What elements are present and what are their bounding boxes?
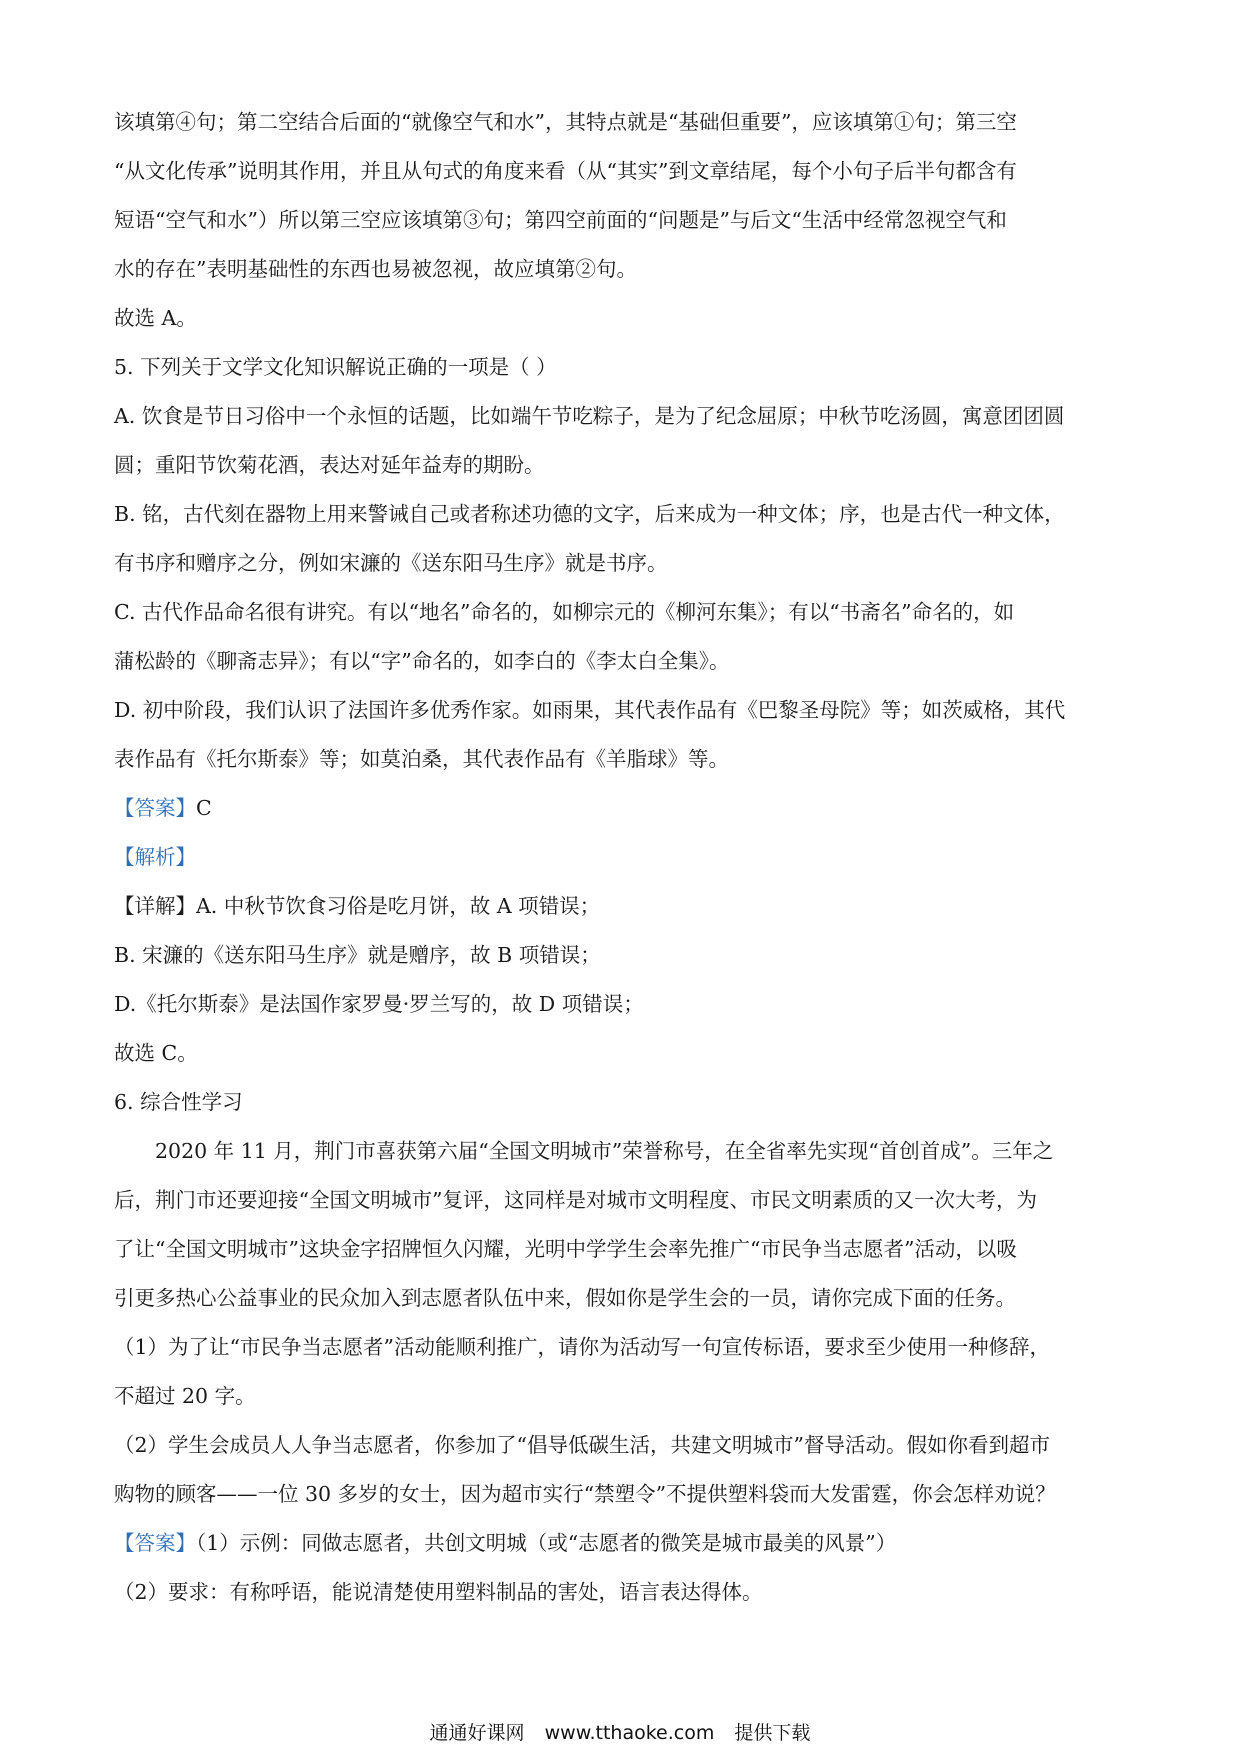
question-5-option-b: B. 铭，古代刻在器物上用来警诫自己或者称述功德的文字，后来成为一种文体；序，也是古代一种文体， xyxy=(114,502,1065,526)
question-6-answer-1 xyxy=(114,1519,1130,1568)
question-5-option-a: 圆；重阳节饮菊花酒，表达对延年益寿的期盼。 xyxy=(114,453,545,477)
question-6-subquestion-1: 不超过 20 字。 xyxy=(114,1384,256,1408)
question-5-detail: B. 宋濂的《送东阳马生序》就是赠序，故 B 项错误； xyxy=(114,943,601,967)
question-5-option-b: 有书序和赠序之分，例如宋濂的《送东阳马生序》就是书序。 xyxy=(114,551,668,575)
explanation-conclusion: 故选 A。 xyxy=(114,306,197,330)
question-5-option-c: C. 古代作品命名很有讲究。有以“地名”命名的，如柳宗元的《柳河东集》；有以“书斋名”命名的，如 xyxy=(114,600,1015,624)
answer-tag: 【答案】 xyxy=(114,1531,196,1555)
question-5-answer xyxy=(114,784,1130,833)
question-5-detail: D.《托尔斯泰》是法国作家罗曼·罗兰写的，故 D 项错误； xyxy=(114,992,644,1016)
page-footer xyxy=(0,1718,1240,1745)
footer-note: 提供下载 xyxy=(734,1722,811,1744)
question-5-option-d: 表作品有《托尔斯泰》等；如莫泊桑，其代表作品有《羊脂球》等。 xyxy=(114,747,729,771)
footer-site-url[interactable]: www.tthaoke.com xyxy=(544,1722,715,1744)
explanation-line: 水的存在”表明基础性的东西也易被忽视，故应填第②句。 xyxy=(114,257,637,281)
question-6-passage: 2020 年 11 月，荆门市喜获第六届“全国文明城市”荣誉称号，在全省率先实现“首创首成”。三年之 xyxy=(155,1139,1054,1163)
question-5-option-a: A. 饮食是节日习俗中一个永恒的话题，比如端午节吃粽子，是为了纪念屈原；中秋节吃汤圆，寓意团团圆 xyxy=(114,404,1065,428)
document-page xyxy=(114,98,1130,1617)
answer-tag: 【答案】 xyxy=(114,796,196,820)
detail-text: A. 中秋节饮食习俗是吃月饼，故 A 项错误； xyxy=(196,894,601,918)
question-6-answer-2: （2）要求：有称呼语，能说清楚使用塑料制品的害处，语言表达得体。 xyxy=(114,1580,763,1604)
question-5-detail: 故选 C。 xyxy=(114,1041,198,1065)
question-5-detail xyxy=(114,882,1130,931)
question-5-stem: 5. 下列关于文学文化知识解说正确的一项是（ ） xyxy=(114,355,557,379)
explanation-line: 短语“空气和水”）所以第三空应该填第③句；第四空前面的“问题是”与后文“生活中经常忽视空气和 xyxy=(114,208,1007,232)
question-6-subquestion-2: 购物的顾客——一位 30 多岁的女士，因为超市实行“禁塑令”不提供塑料袋而大发雷霆，你会怎样劝说？ xyxy=(114,1482,1056,1506)
question-5-option-d: D. 初中阶段，我们认识了法国许多优秀作家。如雨果，其代表作品有《巴黎圣母院》等；如茨威格，其代 xyxy=(114,698,1066,722)
explanation-line: “从文化传承”说明其作用，并且从句式的角度来看（从“其实”到文章结尾，每个小句子后半句都含有 xyxy=(114,159,1017,183)
footer-site-name: 通通好课网 xyxy=(429,1722,525,1744)
answer-text: （1）示例：同做志愿者，共创文明城（或“志愿者的微笑是城市最美的风景”） xyxy=(196,1531,897,1555)
question-5-analysis xyxy=(114,833,1130,882)
question-6-passage: 引更多热心公益事业的民众加入到志愿者队伍中来，假如你是学生会的一员，请你完成下面的任务。 xyxy=(114,1286,1016,1310)
question-6-stem: 6. 综合性学习 xyxy=(114,1090,243,1114)
question-6-passage: 了让“全国文明城市”这块金字招牌恒久闪耀，光明中学学生会率先推广“市民争当志愿者”活动，以吸 xyxy=(114,1237,1017,1261)
answer-value: C xyxy=(196,796,212,820)
explanation-line: 该填第④句；第二空结合后面的“就像空气和水”，其特点就是“基础但重要”，应该填第①句；第三空 xyxy=(114,110,1017,134)
detail-tag: 【详解】 xyxy=(114,894,196,918)
question-5-option-c: 蒲松龄的《聊斋志异》；有以“字”命名的，如李白的《李太白全集》。 xyxy=(114,649,730,673)
analysis-tag: 【解析】 xyxy=(114,845,196,869)
question-6-passage: 后，荆门市还要迎接“全国文明城市”复评，这同样是对城市文明程度、市民文明素质的又一次大考，为 xyxy=(114,1188,1037,1212)
question-6-subquestion-2: （2）学生会成员人人争当志愿者，你参加了“倡导低碳生活，共建文明城市”督导活动。假如你看到超市 xyxy=(114,1433,1051,1457)
question-6-subquestion-1: （1）为了让“市民争当志愿者”活动能顺利推广，请你为活动写一句宣传标语，要求至少使用一种修辞， xyxy=(114,1335,1051,1359)
